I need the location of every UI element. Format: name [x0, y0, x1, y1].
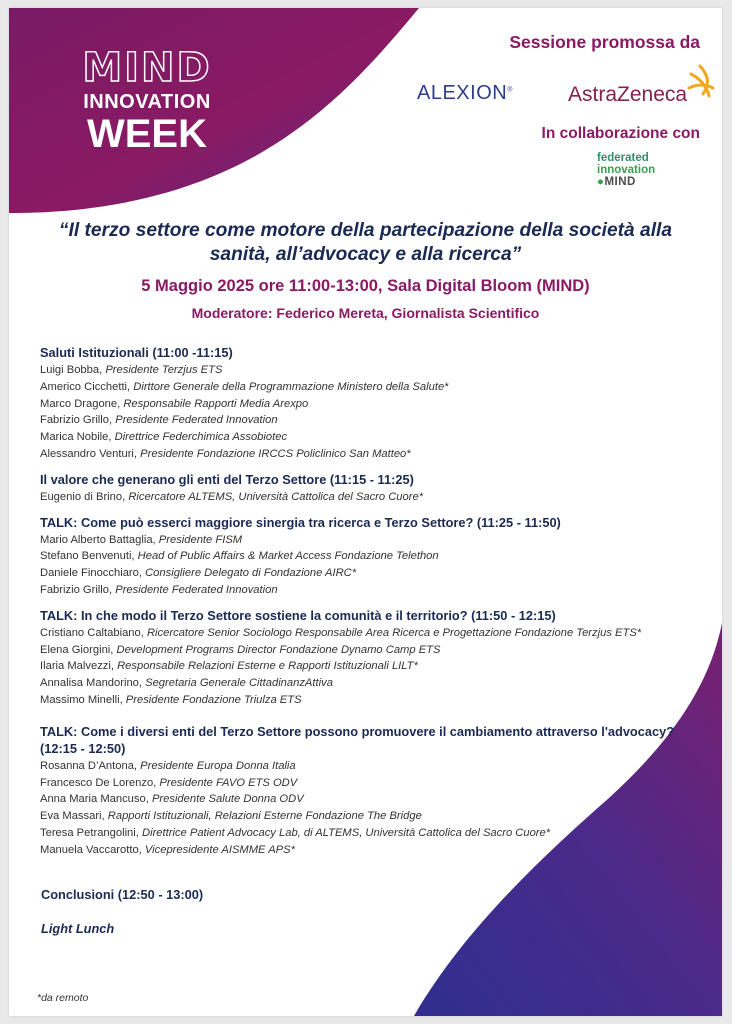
speaker-row — [40, 758, 700, 775]
sponsor-heading: Sessione promossa da — [509, 32, 700, 52]
program-list — [40, 344, 700, 867]
sponsor-logos — [415, 56, 715, 106]
speaker-row — [40, 582, 700, 599]
speaker-role: Presidente FAVO ETS ODV — [159, 776, 298, 789]
speaker-name: Cristiano Caltabiano, — [40, 626, 147, 639]
speaker-role: Presidente FISM — [158, 533, 243, 546]
speaker-name: Daniele Finocchiaro, — [40, 567, 146, 580]
innovation-text: innovation — [597, 164, 656, 176]
speaker-name: Mario Alberto Battaglia, — [40, 533, 159, 546]
speaker-name: Annalisa Mandorino, — [40, 677, 146, 690]
section-talk-advocacy — [40, 723, 700, 859]
speaker-role: Rapporti Istituzionali, Relazioni Esterne Fondazione The Bridge — [107, 810, 422, 823]
speaker-role: Presidente Fondazione IRCCS Policlinico San Matteo* — [140, 447, 411, 460]
speaker-name: Fabrizio Grillo, — [40, 583, 116, 596]
speaker-row — [40, 625, 700, 642]
speaker-row — [40, 808, 700, 825]
logo-innovation-text: INNOVATION — [83, 91, 211, 113]
speaker-role: Responsabile Relazioni Esterne e Rapporti Istituzionali LILT* — [117, 660, 418, 673]
speaker-name: Marica Nobile, — [40, 431, 115, 444]
speaker-role: Presidente Europa Donna Italia — [140, 759, 296, 772]
speaker-name: Ilaria Malvezzi, — [40, 660, 118, 673]
mind-innovation-week-logo — [67, 45, 227, 156]
speaker-name: Massimo Minelli, — [40, 693, 126, 706]
alexion-logo: ALEXION® — [417, 82, 513, 104]
conclusion-title: Conclusioni (12:50 - 13:00) — [41, 887, 204, 902]
speaker-name: Stefano Benvenuti, — [40, 550, 138, 563]
section-talk-ricerca — [40, 514, 700, 599]
speaker-name: Luigi Bobba, — [40, 364, 106, 376]
speaker-row — [40, 379, 700, 396]
speaker-name: Eva Massari, — [40, 810, 108, 823]
federated-innovation-logo — [597, 152, 669, 188]
speaker-role: Presidente Terzjus ETS — [105, 364, 223, 376]
speaker-row — [40, 692, 700, 709]
speaker-role: Presidente Federated Innovation — [115, 414, 278, 427]
mind-word: MIND — [604, 176, 636, 188]
section-talk-comunita — [40, 607, 700, 709]
speaker-role: Consigliere Delegato di Fondazione AIRC* — [145, 567, 357, 580]
speaker-row — [40, 565, 700, 582]
speaker-role: Ricercatore Senior Sociologo Responsabile Area Ricerca e Progettazione Fondazione Terzjus ETS* — [146, 626, 642, 639]
speaker-row — [40, 489, 700, 506]
speaker-role: Presidente Federated Innovation — [115, 583, 278, 596]
section-title: TALK: Come può esserci maggiore sinergia tra ricerca e Terzo Settore? (11:25 - 11:50) — [40, 514, 561, 530]
speaker-row — [40, 548, 700, 565]
speaker-role: Direttrice Patient Advocacy Lab, di ALTEMS, Università Cattolica del Sacro Cuore* — [142, 826, 551, 839]
speaker-name: Rosanna D’Antona, — [40, 759, 141, 772]
speaker-role: Responsabile Rapporti Media Arexpo — [123, 397, 309, 410]
speaker-role: Vicepresidente AISMME APS* — [144, 843, 295, 856]
agenda-page — [9, 8, 722, 1016]
speaker-role: Presidente Salute Donna ODV — [151, 793, 304, 806]
speaker-role: Segretaria Generale CittadinanzAttiva — [145, 677, 333, 690]
speaker-row — [40, 429, 700, 446]
section-saluti — [40, 344, 700, 463]
speaker-row — [40, 362, 700, 379]
speaker-role: Direttrice Federchimica Assobiotec — [114, 431, 288, 444]
federated-text: federated — [597, 152, 649, 164]
speaker-name: Elena Giorgini, — [40, 643, 117, 656]
event-title: “Il terzo settore come motore della partecipazione della società alla sanità, all’advocacy e alla ricerca” — [58, 220, 673, 265]
speaker-name: Francesco De Lorenzo, — [40, 776, 160, 789]
speaker-name: Fabrizio Grillo, — [40, 414, 116, 427]
speaker-row — [40, 446, 700, 463]
speaker-role: Development Programs Director Fondazione Dynamo Camp ETS — [116, 643, 441, 656]
logo-mind-text: MIND — [82, 45, 212, 91]
speaker-name: Eugenio di Brino, — [40, 490, 129, 503]
speaker-row — [40, 412, 700, 429]
speaker-row — [40, 791, 700, 808]
logo-week-text: WEEK — [87, 112, 207, 156]
event-date: 5 Maggio 2025 ore 11:00-13:00, Sala Digital Bloom (MIND) — [141, 277, 590, 295]
section-title: Saluti Istituzionali (11:00 -11:15) — [40, 345, 233, 360]
section-title: TALK: In che modo il Terzo Settore sostiene la comunità e il territorio? (11:50 - 12:15) — [40, 607, 556, 623]
speaker-role: Presidente Fondazione Triulza ETS — [125, 693, 302, 706]
section-valore — [40, 471, 700, 506]
alexion-text: ALEXION — [417, 82, 508, 104]
section-title: Il valore che generano gli enti del Terzo Settore (11:15 - 11:25) — [40, 471, 414, 487]
mind-text: ●MIND — [597, 176, 636, 188]
section-title: TALK: Come i diversi enti del Terzo Settore possono promuovere il cambiamento attraverso l'advocacy? (12:15 - 12:50) — [40, 723, 675, 756]
speaker-row — [40, 842, 700, 859]
astrazeneca-mark-icon — [685, 64, 715, 100]
speaker-row — [40, 532, 700, 549]
speaker-role: Head of Public Affairs & Market Access Fondazione Telethon — [137, 550, 439, 563]
speaker-name: Manuela Vaccarotto, — [40, 843, 145, 856]
astrazeneca-logo: AstraZeneca — [568, 83, 688, 106]
light-lunch-title: Light Lunch — [41, 921, 115, 936]
speaker-row — [40, 675, 700, 692]
speaker-name: Alessandro Venturi, — [40, 447, 141, 460]
speaker-row — [40, 396, 700, 413]
speaker-row — [40, 775, 700, 792]
speaker-row — [40, 642, 700, 659]
speaker-row — [40, 658, 700, 675]
speaker-name: Anna Maria Mancuso, — [40, 793, 152, 806]
speaker-row — [40, 825, 700, 842]
moderator-line: Moderatore: Federico Mereta, Giornalista Scientifico — [191, 305, 540, 321]
remote-footnote: *da remoto — [37, 992, 89, 1004]
speaker-name: Teresa Petrangolini, — [40, 826, 142, 839]
speaker-role: Ricercatore ALTEMS, Università Cattolica del Sacro Cuore* — [128, 490, 424, 503]
speaker-role: Dirttore Generale della Programmazione Ministero della Salute* — [133, 380, 449, 393]
collaboration-heading: In collaborazione con — [541, 125, 700, 142]
speaker-name: Marco Dragone, — [40, 397, 124, 410]
speaker-name: Americo Cicchetti, — [40, 380, 134, 393]
